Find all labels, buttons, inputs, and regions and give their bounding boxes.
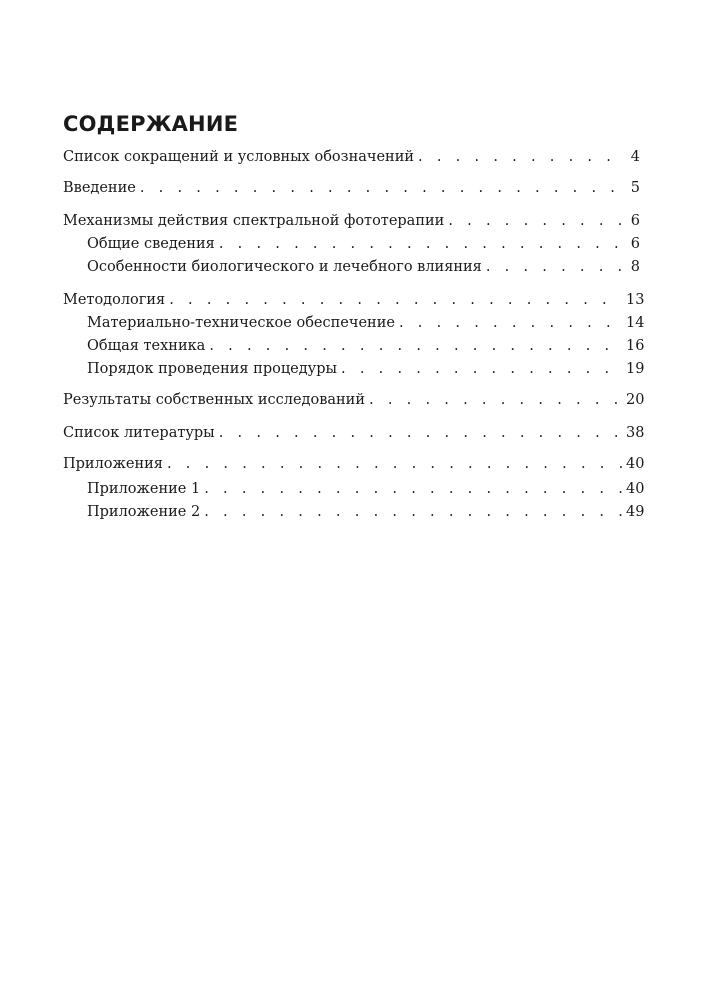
toc-entry[interactable] [63, 422, 645, 445]
toc-entry-page: 49 [626, 504, 645, 520]
dot-leader [167, 453, 622, 476]
toc-entry-page: 14 [626, 315, 645, 331]
table-of-contents [63, 146, 645, 524]
toc-entry-label: Методология [63, 292, 166, 308]
toc-entry-label: Материально-техническое обеспечение [87, 315, 395, 331]
toc-entry-page: 6 [630, 213, 640, 229]
dot-leader [418, 146, 622, 169]
dot-leader [341, 358, 622, 381]
toc-entry-page: 16 [626, 338, 645, 354]
toc-subentry[interactable] [63, 233, 640, 256]
toc-entry-page: 40 [626, 481, 645, 497]
dot-leader [486, 256, 622, 279]
toc-subentry[interactable] [63, 335, 645, 358]
toc-entry-label: Общая техника [87, 338, 206, 354]
dot-leader [140, 177, 622, 200]
toc-entry-label: Приложение 1 [87, 481, 201, 497]
toc-entry-page: 38 [626, 425, 645, 441]
dot-leader [169, 289, 622, 312]
toc-subentry[interactable] [63, 256, 640, 279]
toc-entry-label: Порядок проведения процедуры [87, 361, 338, 377]
toc-entry-page: 40 [626, 456, 645, 472]
toc-entry-label: Особенности биологического и лечебного влияния [87, 259, 482, 275]
toc-entry-label: Приложение 2 [87, 504, 201, 520]
toc-entry-page: 19 [626, 361, 645, 377]
toc-subentry[interactable] [63, 478, 645, 501]
toc-entry[interactable] [63, 389, 645, 412]
toc-entry-page: 13 [626, 292, 645, 308]
toc-entry-label: Общие сведения [87, 236, 215, 252]
toc-subentry[interactable] [63, 358, 645, 381]
toc-entry-page: 5 [630, 180, 640, 196]
toc-entry-label: Приложения [63, 456, 163, 472]
toc-entry-label: Результаты собственных исследований [63, 392, 366, 408]
dot-leader [448, 210, 622, 233]
dot-leader [369, 389, 622, 412]
dot-leader [219, 422, 622, 445]
toc-entry-label: Введение [63, 180, 136, 196]
toc-entry-label: Список литературы [63, 425, 215, 441]
toc-entry-page: 6 [630, 236, 640, 252]
dot-leader [399, 312, 622, 335]
toc-entry-page: 20 [626, 392, 645, 408]
toc-entry-page: 4 [630, 149, 640, 165]
dot-leader [204, 478, 622, 501]
toc-entry[interactable] [63, 177, 640, 200]
toc-entry[interactable] [63, 146, 640, 169]
toc-subentry[interactable] [63, 501, 645, 524]
toc-subentry[interactable] [63, 312, 645, 335]
dot-leader [209, 335, 622, 358]
toc-entry-label: Список сокращений и условных обозначений [63, 149, 415, 165]
toc-entry[interactable] [63, 453, 645, 476]
dot-leader [204, 501, 622, 524]
toc-entry[interactable] [63, 210, 640, 233]
dot-leader [219, 233, 622, 256]
toc-entry-page: 8 [630, 259, 640, 275]
toc-title: СОДЕРЖАНИЕ [63, 112, 239, 136]
toc-entry[interactable] [63, 289, 645, 312]
toc-entry-label: Механизмы действия спектральной фототерапии [63, 213, 445, 229]
